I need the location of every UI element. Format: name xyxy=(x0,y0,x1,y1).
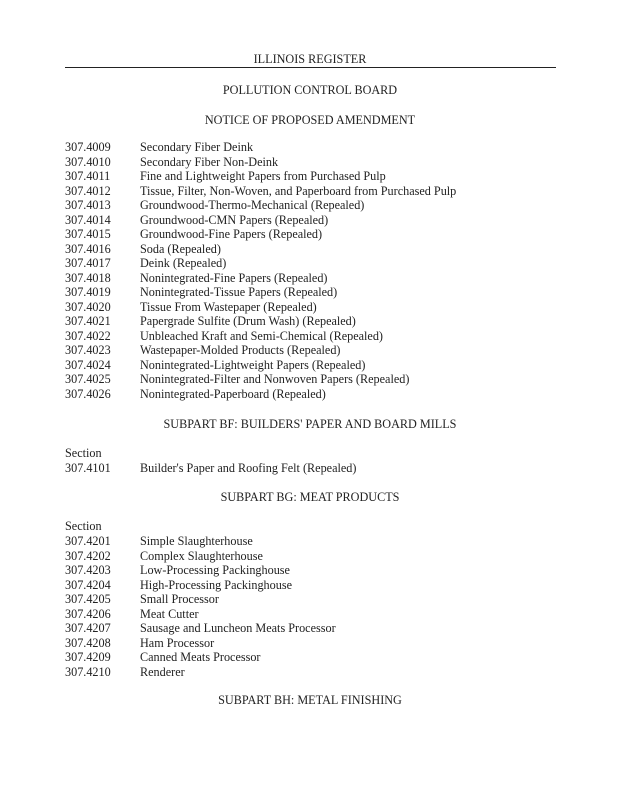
section-number: 307.4024 xyxy=(65,357,111,372)
section-row xyxy=(65,242,221,256)
section-row xyxy=(65,636,214,650)
section-title: Complex Slaughterhouse xyxy=(140,548,263,563)
section-title: Papergrade Sulfite (Drum Wash) (Repealed) xyxy=(140,314,356,328)
section-title: Renderer xyxy=(140,664,185,679)
section-title: Builder's Paper and Roofing Felt (Repealed) xyxy=(140,461,357,475)
register-header: ILLINOIS REGISTER xyxy=(253,52,367,66)
section-title: Groundwood-CMN Papers (Repealed) xyxy=(140,212,329,227)
agency-title: POLLUTION CONTROL BOARD xyxy=(222,83,398,97)
section-row xyxy=(65,271,327,285)
section-number: 307.4014 xyxy=(65,212,111,227)
section-number: 307.4009 xyxy=(65,140,111,154)
section-title: Unbleached Kraft and Semi-Chemical (Repealed) xyxy=(140,328,383,343)
section-number: 307.4022 xyxy=(65,328,111,343)
section-row xyxy=(65,314,356,328)
section-row xyxy=(65,607,199,621)
section-title: Deink (Repealed) xyxy=(140,256,227,270)
section-number: 307.4202 xyxy=(65,548,111,563)
section-row xyxy=(65,155,278,169)
section-title: Tissue From Wastepaper (Repealed) xyxy=(140,299,317,314)
section-title: Nonintegrated-Fine Papers (Repealed) xyxy=(140,270,328,285)
section-title: Wastepaper-Molded Products (Repealed) xyxy=(140,343,341,357)
subpart-bh-heading: SUBPART BH: METAL FINISHING xyxy=(218,693,402,707)
section-number: 307.4203 xyxy=(65,563,111,577)
section-number: 307.4018 xyxy=(65,270,111,285)
section-row xyxy=(65,621,336,635)
section-number: 307.4210 xyxy=(65,664,111,679)
section-number: 307.4208 xyxy=(65,635,111,650)
section-number: 307.4017 xyxy=(65,256,111,270)
section-row xyxy=(65,227,322,241)
section-number: 307.4204 xyxy=(65,577,111,592)
section-label: Section xyxy=(65,446,102,460)
section-number: 307.4209 xyxy=(65,650,111,664)
section-title: Meat Cutter xyxy=(140,606,199,621)
section-title: Sausage and Luncheon Meats Processor xyxy=(140,621,336,635)
section-number: 307.4015 xyxy=(65,227,111,241)
section-row xyxy=(65,343,340,357)
subpart-bf-heading: SUBPART BF: BUILDERS' PAPER AND BOARD MILLS xyxy=(163,417,457,431)
section-row xyxy=(65,358,365,372)
section-row xyxy=(65,184,456,198)
section-row xyxy=(65,650,261,664)
section-number: 307.4101 xyxy=(65,461,111,475)
section-row xyxy=(65,140,253,154)
section-number: 307.4201 xyxy=(65,534,111,548)
section-row xyxy=(65,198,364,212)
section-row xyxy=(65,534,253,548)
section-row xyxy=(65,213,328,227)
section-title: Soda (Repealed) xyxy=(140,241,221,256)
section-number: 307.4011 xyxy=(65,169,111,183)
section-row xyxy=(65,592,219,606)
section-row xyxy=(65,461,356,475)
section-title: Canned Meats Processor xyxy=(140,650,261,664)
section-title: Low-Processing Packinghouse xyxy=(140,563,290,577)
section-title: Nonintegrated-Tissue Papers (Repealed) xyxy=(140,285,338,299)
section-number: 307.4020 xyxy=(65,299,111,314)
header-rule xyxy=(65,67,556,68)
section-number: 307.4012 xyxy=(65,183,111,198)
section-number: 307.4023 xyxy=(65,343,111,357)
section-title: Simple Slaughterhouse xyxy=(140,534,253,548)
section-number: 307.4025 xyxy=(65,372,111,386)
section-title: High-Processing Packinghouse xyxy=(140,577,292,592)
section-title: Nonintegrated-Filter and Nonwoven Papers (Repealed) xyxy=(140,372,410,386)
section-row xyxy=(65,285,337,299)
section-title: Secondary Fiber Deink xyxy=(140,140,254,154)
section-title: Nonintegrated-Paperboard (Repealed) xyxy=(140,386,326,401)
section-title: Small Processor xyxy=(140,592,219,606)
section-number: 307.4010 xyxy=(65,154,111,169)
section-title: Groundwood-Thermo-Mechanical (Repealed) xyxy=(140,198,365,212)
section-title: Ham Processor xyxy=(140,635,215,650)
section-row xyxy=(65,329,383,343)
section-number: 307.4021 xyxy=(65,314,111,328)
section-number: 307.4016 xyxy=(65,241,111,256)
section-row xyxy=(65,256,226,270)
section-row xyxy=(65,578,292,592)
section-row xyxy=(65,387,326,401)
section-row xyxy=(65,372,409,386)
section-number: 307.4019 xyxy=(65,285,111,299)
section-row xyxy=(65,665,185,679)
section-number: 307.4206 xyxy=(65,606,111,621)
notice-title: NOTICE OF PROPOSED AMENDMENT xyxy=(204,113,416,127)
section-row xyxy=(65,169,386,183)
section-title: Secondary Fiber Non-Deink xyxy=(140,154,279,169)
section-title: Groundwood-Fine Papers (Repealed) xyxy=(140,227,323,241)
section-label: Section xyxy=(65,519,102,533)
section-title: Fine and Lightweight Papers from Purchased Pulp xyxy=(140,169,386,183)
subpart-bg-heading: SUBPART BG: MEAT PRODUCTS xyxy=(220,490,400,504)
section-number: 307.4205 xyxy=(65,592,111,606)
section-number: 307.4026 xyxy=(65,386,111,401)
section-number: 307.4013 xyxy=(65,198,111,212)
section-row xyxy=(65,549,263,563)
section-title: Tissue, Filter, Non-Woven, and Paperboard from Purchased Pulp xyxy=(140,183,457,198)
section-number: 307.4207 xyxy=(65,621,111,635)
section-row xyxy=(65,563,290,577)
section-title: Nonintegrated-Lightweight Papers (Repealed) xyxy=(140,357,366,372)
section-row xyxy=(65,300,317,314)
